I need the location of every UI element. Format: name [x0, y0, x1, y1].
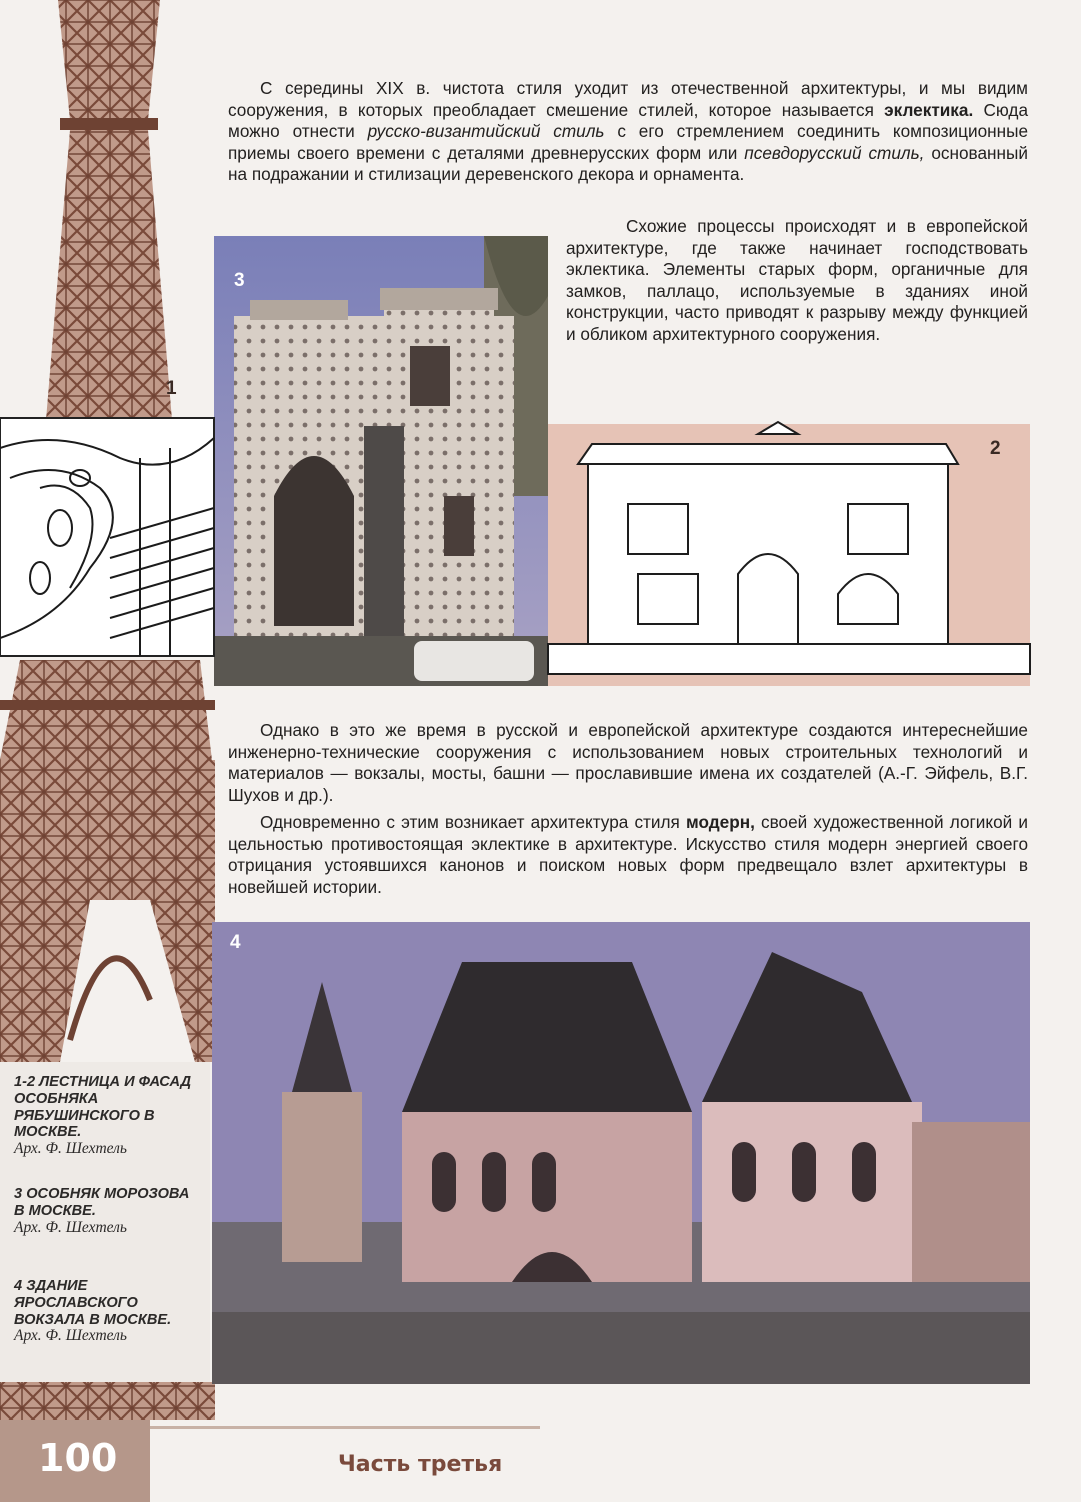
footer-divider — [150, 1426, 540, 1429]
page-number-box — [0, 1420, 150, 1502]
caption-title: ЗДАНИЕ ЯРОСЛАВСКОГО ВОКЗАЛА В МОСКВЕ. — [14, 1278, 172, 1328]
paragraph-european-eclecticism — [566, 216, 1028, 346]
figure-number-3: 3 — [234, 270, 245, 291]
text-span: Однако в это же время в русской и европейской архитектуре создаются интереснейшие инженерно-технические сооружения с использованием новых строительных технологий и материалов — вокзалы, мосты, башни — прославившие имена их создателей (А.-Г. Эйфель, В.Г. Шухов и др.). — [228, 720, 1028, 805]
caption-number: 1-2 — [14, 1074, 36, 1090]
figure-number-1: 1 — [166, 378, 177, 399]
drawing-ryabushinsky-facade — [548, 424, 1030, 686]
term-eclecticism: эклектика. — [884, 99, 974, 120]
drawing-staircase — [0, 378, 214, 656]
captions-panel — [0, 1062, 210, 1382]
term-pseudo-russian: псевдорусский стиль, — [744, 142, 925, 163]
paragraph-eclecticism — [228, 78, 1028, 186]
caption-author: Арх. Ф. Шехтель — [14, 1140, 127, 1158]
photo-morozov-mansion — [214, 236, 548, 686]
text-span: своей художественной логикой и цельностью противостоящая эклектике в архитектуре. Искусство стиля модерн энергией своего отрицания устоявшихся канонов и поиском новых форм предвещало взлет архитектуры в новейшей истории. — [228, 812, 1028, 897]
text-span: Одновременно с этим возникает архитектура стиля — [260, 812, 686, 832]
caption-author: Арх. Ф. Шехтель — [14, 1218, 127, 1236]
caption-title: ЛЕСТНИЦА И ФАСАД ОСОБНЯКА РЯБУШИНСКОГО В МОСКВЕ. — [14, 1074, 192, 1141]
caption-number: 3 — [14, 1186, 23, 1202]
photo-yaroslavsky-station — [212, 922, 1030, 1384]
caption-number: 4 — [14, 1278, 23, 1294]
page-number: 100 — [38, 1436, 118, 1480]
caption-title: ОСОБНЯК МОРОЗОВА В МОСКВЕ. — [14, 1186, 190, 1219]
figure-number-4: 4 — [230, 932, 241, 953]
text-span: Схожие процессы происходят и в европейской архитектуре, где также начинает господствовать эклектика. Элементы старых форм, органичные для замков, паллацо, используемые в зданиях иной конструкции, часто приводят к разрыву между функцией и обликом архитектурного сооружения. — [566, 216, 1028, 344]
caption-author: Арх. Ф. Шехтель — [14, 1327, 127, 1345]
paragraph-modern — [228, 812, 1028, 898]
paragraph-engineering — [228, 720, 1028, 806]
caption-3 — [14, 1186, 202, 1236]
section-title: Часть третья — [338, 1452, 503, 1477]
text-span: основанный на подражании и стилизации деревенского декора и орнамента. — [228, 142, 1028, 185]
term-modern: модерн, — [686, 812, 755, 832]
figure-number-2: 2 — [990, 438, 1001, 459]
text-span: с его стремлением соединить композиционные приемы своего времени с деталями древнерусских форм или — [228, 121, 1029, 163]
caption-4 — [14, 1278, 202, 1345]
caption-1-2 — [14, 1074, 202, 1158]
term-russo-byzantine: русско-византийский стиль — [367, 121, 605, 142]
text-span: С середины XIX в. чистота стиля уходит из отечественной архитектуры, и мы видим сооружения, в которых преобладает смешение стилей, которое называется — [228, 78, 1028, 120]
text-span: Сюда можно отнести — [228, 99, 1029, 142]
